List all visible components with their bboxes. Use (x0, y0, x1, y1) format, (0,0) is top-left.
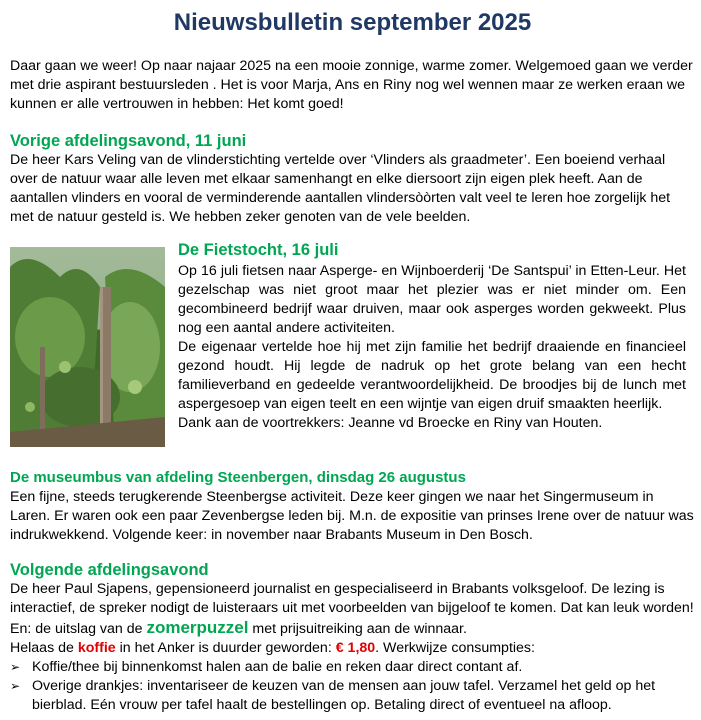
section-museumbus (10, 468, 695, 545)
section-fietstocht (178, 240, 686, 433)
section-body-vorige: De heer Kars Veling van de vlinderstichting vertelde over ‘Vlinders als graadmeter’. Een boeiend verhaal over de natuur waar alle leven met elkaar samenhangt en elke diersoort zijn eigen plek heeft. Aan de aantallen vlinders en vooral de verminderende aantallen vlindersòòrten valt veel te leren hoe zorgelijk het met de natuur gesteld is. We hebben zeker genoten van de vele beelden. (10, 152, 671, 225)
section-body-volgende (10, 580, 695, 639)
puzzel-post: met prijsuitreiking aan de winnaar. (248, 621, 467, 637)
zomerpuzzel-highlight: zomerpuzzel (146, 618, 249, 637)
koffie-highlight: koffie (77, 640, 116, 656)
koffie-pre: Helaas de (10, 640, 78, 656)
section-volgende (10, 560, 695, 715)
intro-text: Daar gaan we weer! Op naar najaar 2025 na een mooie zonnige, warme zomer. Welgemoed gaan we verder met drie aspirant bestuursleden . Het is voor Marja, Ans en Riny nog wel wennen maar ze werken eraan we kunnen er alle vertrouwen in hebben: Het komt goed! (10, 58, 693, 112)
koffie-post: . Werkwijze consumpties: (375, 640, 535, 656)
section-body-fietstocht-1: Op 16 juli fietsen naar Asperge- en Wijnboerderij ‘De Santspui’ in Etten-Leur. Het gezelschap was niet groot maar het plezier was er niet minder om. Een gecombineerd bedrijf waar druiven, maar ook asperges worden gekweekt. Plus nog een aantal andere activiteiten. (178, 263, 686, 336)
arrow-bullet-icon: ➢ (10, 679, 21, 693)
section-body-museumbus: Een fijne, steeds terugkerende Steenbergse activiteit. Deze keer gingen we naar het Singermuseum in Laren. Er waren ook een paar Zevenbergse leden bij. M.n. de expositie van prinses Irene over de natuur was indrukwekkend. Volgende keer: in november naar Brabants Museum in Den Bosch. (10, 489, 694, 543)
vineyard-image-icon (10, 247, 165, 447)
section-heading-fietstocht: De Fietstocht, 16 juli (178, 241, 339, 259)
section-heading-volgende: Volgende afdelingsavond (10, 561, 209, 579)
puzzel-pre: En: de uitslag van de (10, 621, 147, 637)
section-body-fietstocht-2: De eigenaar vertelde hoe hij met zijn familie het bedrijf draaiende en financieel gezond houdt. Hij legde de nadruk op het grote belang van een hecht familieverband en gedeelde verantwoordelijkheid. De broodjes bij de lunch met aspergesoep van eigen teelt en een wijntje van eigen druif smaakten heerlijk. (178, 339, 686, 412)
arrow-bullet-icon: ➢ (10, 660, 21, 674)
page-title: Nieuwsbulletin september 2025 (173, 9, 532, 36)
volgende-text: De heer Paul Sjapens, gepensioneerd journalist en gespecialiseerd in Brabants volksgeloof. De lezing is interactief, de spreker nodigt de luisteraars uit met voorbeelden van bijgeloof te komen. Dat kan leuk worden! (10, 581, 694, 616)
consumption-list (10, 658, 695, 715)
intro-paragraph (10, 57, 695, 114)
koffie-line (10, 639, 695, 658)
section-heading-museumbus: De museumbus van afdeling Steenbergen, dinsdag 26 augustus (10, 469, 466, 486)
vineyard-photo (10, 247, 165, 447)
section-vorige (10, 131, 695, 227)
koffie-mid: in het Anker is duurder geworden: (115, 640, 336, 656)
section-body-fietstocht-3: Dank aan de voortrekkers: Jeanne vd Broecke en Riny van Houten. (178, 415, 603, 431)
list-item-text: Koffie/thee bij binnenkomst halen aan de balie en reken daar direct contant af. (32, 659, 523, 675)
section-heading-vorige: Vorige afdelingsavond, 11 juni (10, 132, 247, 150)
list-item-text: Overige drankjes: inventariseer de keuzen van de mensen aan jouw tafel. Verzamel het geld op het bierblad. Eén vrouw per tafel haalt de bestellingen op. Betaling direct of eventueel na afloop. (32, 678, 656, 713)
list-item (10, 677, 695, 715)
list-item (10, 658, 695, 677)
price-highlight: € 1,80 (335, 640, 376, 656)
